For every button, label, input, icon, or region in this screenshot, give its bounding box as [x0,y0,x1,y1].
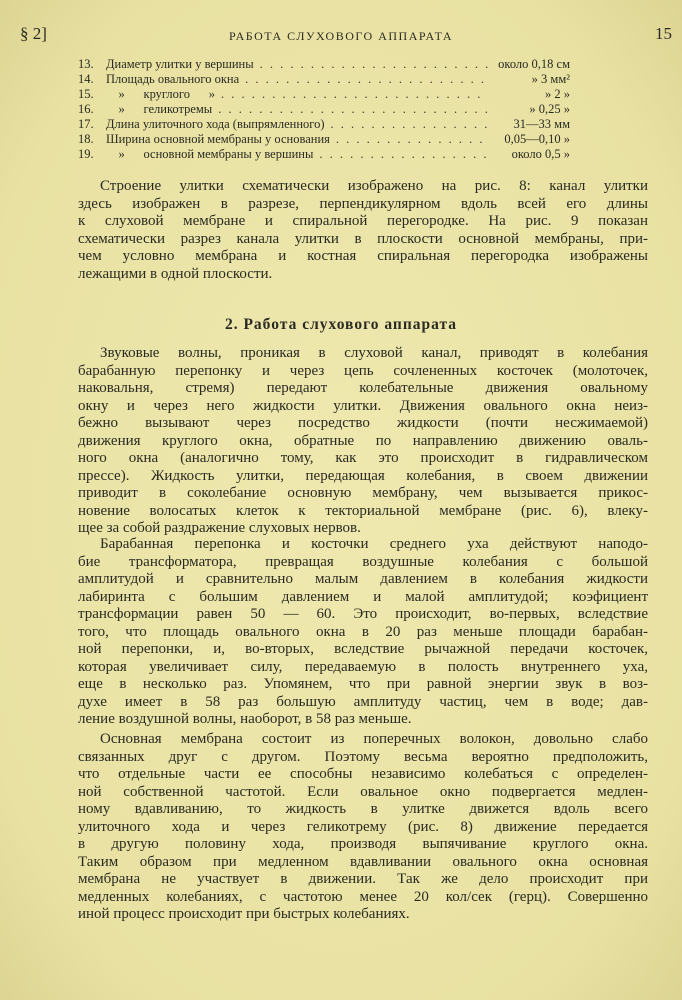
table-row [78,102,570,117]
text-line: духе имеет в 58 раз большую амплитуду частиц, чем в воде; дав- [78,693,648,710]
row-number: 19. [78,147,94,161]
table-row [78,87,570,102]
section-marker: § 2] [20,24,47,43]
leader-dots [330,132,488,147]
leader-dots [325,117,489,132]
text-line: ному вдавливанию, то жидкость в улитке движется вдоль всего [78,801,648,817]
text-line: улиточного хода и через геликотрему (рис. 8) движение передается [78,818,648,835]
text-line: иной процесс происходит при быстрых колебаниях. [78,906,410,922]
text-line: лежащими в одной плоскости. [78,265,273,282]
running-title: РАБОТА СЛУХОВОГО АППАРАТА [228,29,454,43]
row-value: » 3 мм² [531,72,570,86]
row-value: » 2 » [545,87,570,101]
text-line: того, что площадь овального окна в 20 раз меньше площади барабан- [78,623,648,640]
row-label: Длина улиточного хода (выпрямленного) [106,117,325,131]
text-line: бежно вызывают через посредство жидкости (почти несжимаемой) [78,415,648,431]
text-line: ной собственной частотой. Если овальное окно подвергается медлен- [78,783,648,800]
text-line: к слуховой мембране и спиральной перегородке. На рис. 9 показан [78,213,648,229]
paragraph-cochlea-structure [78,178,648,283]
text-line: еще в несколько раз. Упомянем, что при равной энергии звук в воз- [78,676,648,692]
row-label: Диаметр улитки у вершины [106,57,254,71]
text-line: трансформации равен 50 — 60. Это происходит, во-первых, вследствие [78,606,648,622]
text-line: барабанную перепонку и через цепь сочлененных косточек (молоточек, [78,362,648,379]
text-line: здесь изображен в разрезе, перпендикулярном вдоль всей его длины [78,195,648,212]
paragraph-basilar-membrane [78,731,648,924]
table-row [78,57,570,72]
leader-dots [254,57,488,72]
row-label: » основной мембраны у вершины [106,147,314,161]
text-line: мембрана не участвует в движении. Так же дело происходит при [78,871,648,887]
text-line: ной перепонки, и, во-вторых, вследствие рычажной передачи косточек, [78,641,648,657]
section-heading: 2. Работа слухового аппарата [224,316,458,333]
text-line: новение волосатых клеток к текториальной мембране (рис. 6), влеку- [78,502,648,519]
row-label: Ширина основной мембраны у основания [106,132,330,146]
text-line: медленных колебаниях, с частотою менее 20 кол/сек (герц). Совершенно [78,888,648,905]
text-line: бие трансформатора, превращая воздушные колебания с большой [78,553,648,570]
text-line: схематически разрез канала улитки в плоскости основной мембраны, при- [78,230,648,247]
row-number: 15. [78,87,94,101]
text-line: ного окна (аналогично тому, как это происходит в гидравлическом [78,450,648,466]
text-line: движения круглого окна, обратные по направлению движению оваль- [78,432,648,449]
text-line: что отдельные части ее способны независимо колебаться с определен- [78,766,648,782]
row-value: около 0,5 » [511,147,570,161]
measurements-table [78,57,570,162]
row-label: » геликотремы [106,102,213,116]
text-line: Барабанная перепонка и косточки среднего уха действуют наподо- [100,536,648,552]
text-line: в другую половину хода, производя выпячивание круглого окна. [78,836,648,852]
paragraph-transformer [78,536,648,729]
row-number: 13. [78,57,94,71]
leader-dots [313,147,488,162]
table-row [78,147,570,162]
text-line: наковальня, стремя) передают колебательные движения овальному [78,380,648,396]
row-number: 18. [78,132,94,146]
leader-dots [215,87,488,102]
text-line: чем условно мембрана и костная спиральная перегородка изображены [78,248,648,264]
leader-dots [239,72,488,87]
text-line: ление воздушной волны, наоборот, в 58 раз меньше. [78,711,412,727]
row-value: 31—33 мм [513,117,570,131]
row-value: около 0,18 см [498,57,570,71]
page-number: 15 [655,24,672,43]
row-value: » 0,25 » [529,102,570,116]
text-line: амплитудой и сравнительно малым давлением в колебания жидкости [78,571,648,587]
text-line: которая увеличивает силу, передаваемую в полость внутреннего уха, [78,658,648,675]
text-line: Звуковые волны, проникая в слуховой канал, приводят в колебания [100,345,648,361]
text-line: лабиринта с большим давлением и малой амплитудой; коэфициент [78,588,648,605]
text-line: прессе). Жидкость улитки, передающая колебания, в своем движении [78,467,648,484]
table-row [78,117,570,132]
text-line: связанных друг с другом. Поэтому весьма вероятно предположить, [78,748,648,765]
text-line: Основная мембрана состоит из поперечных волокон, довольно слабо [100,731,648,747]
table-row [78,132,570,147]
text-line: Таким образом при медленном вдавливании овального окна основная [78,853,648,870]
row-value: 0,05—0,10 » [504,132,570,146]
text-line: Строение улитки схематически изображено на рис. 8: канал улитки [100,178,648,194]
row-number: 14. [78,72,94,86]
text-line: приводит в соколебание основную мембрану, чем вызывается прикос- [78,485,648,501]
row-label: » круглого » [106,87,215,101]
text-line: щее за собой раздражение слуховых нервов. [78,520,361,536]
text-line: окну и через него жидкости улитки. Движения овального окна неиз- [78,397,648,414]
row-number: 17. [78,117,94,131]
leader-dots [212,102,488,117]
row-number: 16. [78,102,94,116]
paragraph-sound-waves [78,345,648,538]
row-label: Площадь овального окна [106,72,240,86]
table-row [78,72,570,87]
